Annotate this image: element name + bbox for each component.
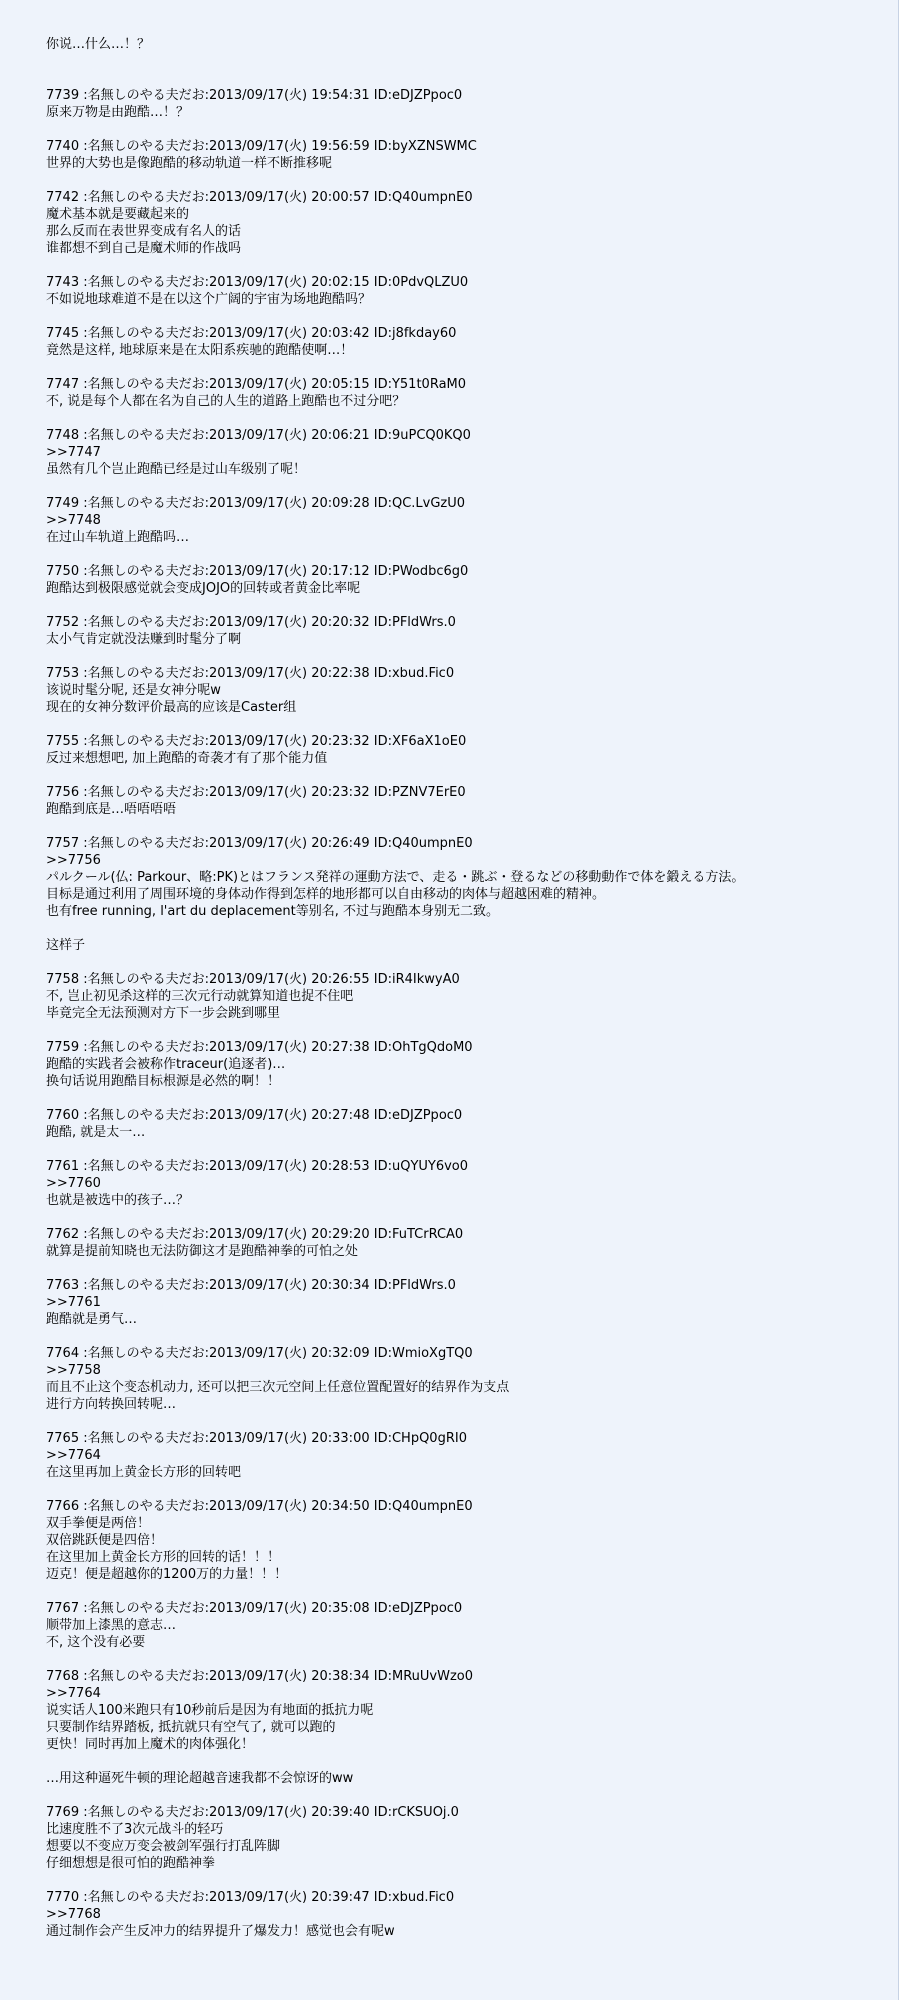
- post: [46, 495, 886, 546]
- separator: :: [79, 1346, 88, 1361]
- separator: :: [204, 972, 210, 987]
- post-date: 2013/09/17(火) 19:54:31: [209, 88, 370, 103]
- post-header: [46, 835, 886, 852]
- post-date: 2013/09/17(火) 20:22:38: [209, 666, 370, 681]
- post-date: 2013/09/17(火) 20:09:28: [209, 496, 370, 511]
- poster-id: ID:eDJZPpoc0: [373, 1108, 463, 1123]
- poster-name: 名無しのやる夫だお: [87, 564, 205, 579]
- post: [46, 1107, 886, 1141]
- separator: :: [79, 428, 88, 443]
- post-header: [46, 1345, 886, 1362]
- post: [46, 614, 886, 648]
- poster-name: 名無しのやる夫だお: [87, 1601, 205, 1616]
- post-line: [46, 920, 886, 937]
- post-line: 原来万物是由跑酷…！？: [46, 105, 190, 120]
- separator: :: [79, 785, 88, 800]
- post-number[interactable]: 7764: [46, 1346, 80, 1361]
- poster-id: ID:WmioXgTQ0: [373, 1346, 473, 1361]
- poster-name: 名無しのやる夫だお: [87, 1669, 205, 1684]
- separator: :: [79, 1805, 88, 1820]
- separator: :: [79, 615, 88, 630]
- post-line: 说实话人100米跑只有10秒前后是因为有地面的抵抗力呢: [46, 1703, 374, 1718]
- post-date: 2013/09/17(火) 20:26:49: [209, 836, 370, 851]
- post-number[interactable]: 7761: [46, 1159, 80, 1174]
- post-date: 2013/09/17(火) 20:39:40: [209, 1805, 370, 1820]
- poster-name: 名無しのやる夫だお: [87, 326, 205, 341]
- post: [46, 733, 886, 767]
- post-line: 跑酷就是勇气…: [46, 1312, 138, 1327]
- post-header: [46, 1600, 886, 1617]
- post-line: 那么反而在表世界变成有名人的话: [46, 224, 242, 239]
- post-line: 这样子: [46, 938, 86, 953]
- separator: :: [204, 1601, 210, 1616]
- reply-link[interactable]: >>7761: [46, 1295, 101, 1310]
- post-line: 跑酷到底是…唔唔唔唔: [46, 802, 177, 817]
- post-line: 该说时髦分呢, 还是女神分呢w: [46, 683, 221, 698]
- separator: :: [79, 734, 88, 749]
- post-header: [46, 87, 886, 104]
- post: [46, 427, 886, 478]
- post-line: 进行方向转换回转呢…: [46, 1397, 177, 1412]
- post-date: 2013/09/17(火) 20:17:12: [209, 564, 370, 579]
- post-number[interactable]: 7748: [46, 428, 80, 443]
- post-header: [46, 1889, 886, 1906]
- separator: :: [204, 275, 210, 290]
- post-header: [46, 1804, 886, 1821]
- post: [46, 784, 886, 818]
- separator: :: [204, 1669, 210, 1684]
- post-line: 毕竟完全无法预测对方下一步会跳到哪里: [46, 1006, 281, 1021]
- post-header: [46, 665, 886, 682]
- post-line: [46, 1753, 886, 1770]
- poster-name: 名無しのやる夫だお: [87, 496, 205, 511]
- post-line: 顺带加上漆黑的意志…: [46, 1618, 177, 1633]
- poster-id: ID:eDJZPpoc0: [373, 1601, 463, 1616]
- post-date: 2013/09/17(火) 20:32:09: [209, 1346, 370, 1361]
- poster-id: ID:Q40umpnE0: [373, 1499, 473, 1514]
- separator: :: [204, 1227, 210, 1242]
- post-number[interactable]: 7765: [46, 1431, 80, 1446]
- reply-link[interactable]: >>7764: [46, 1448, 101, 1463]
- poster-id: ID:xbud.Fic0: [373, 666, 455, 681]
- post-header: [46, 784, 886, 801]
- poster-name: 名無しのやる夫だお: [87, 1431, 205, 1446]
- post-header: [46, 614, 886, 631]
- poster-id: ID:CHpQ0gRI0: [373, 1431, 467, 1446]
- separator: :: [204, 190, 210, 205]
- post-number[interactable]: 7767: [46, 1601, 80, 1616]
- post-date: 2013/09/17(火) 20:05:15: [209, 377, 370, 392]
- poster-id: ID:PZNV7ErE0: [373, 785, 466, 800]
- poster-name: 名無しのやる夫だお: [87, 785, 205, 800]
- post-line: 竟然是这样, 地球原来是在太阳系疾驰的跑酷使啊…！: [46, 343, 354, 358]
- poster-name: 名無しのやる夫だお: [87, 377, 205, 392]
- post-line: 而且不止这个变态机动力, 还可以把三次元空间上任意位置配置好的结界作为支点: [46, 1380, 510, 1395]
- post: [46, 665, 886, 716]
- separator: :: [79, 190, 88, 205]
- poster-id: ID:QC.LvGzU0: [373, 496, 466, 511]
- post-line: …用这种逼死牛顿的理论超越音速我都不会惊讶的ww: [46, 1771, 354, 1786]
- separator: :: [79, 1431, 88, 1446]
- post-line: 双倍跳跃便是四倍！: [46, 1533, 164, 1548]
- post: [46, 138, 886, 172]
- poster-id: ID:Y51t0RaM0: [373, 377, 467, 392]
- poster-name: 名無しのやる夫だお: [87, 836, 205, 851]
- post-date: 2013/09/17(火) 20:39:47: [209, 1890, 370, 1905]
- post-line: 就算是提前知晓也无法防御这才是跑酷神拳的可怕之处: [46, 1244, 359, 1259]
- separator: :: [79, 1890, 88, 1905]
- post-line: 不, 这个没有必要: [46, 1635, 146, 1650]
- poster-id: ID:PFldWrs.0: [373, 615, 456, 630]
- post-line: 也就是被选中的孩子…？: [46, 1193, 190, 1208]
- poster-id: ID:9uPCQ0KQ0: [373, 428, 471, 443]
- post-line: 仔细想想是很可怕的跑酷神拳: [46, 1856, 216, 1871]
- post: [46, 1600, 886, 1651]
- post-line: 魔术基本就是要藏起来的: [46, 207, 190, 222]
- poster-id: ID:OhTgQdoM0: [373, 1040, 473, 1055]
- post-number[interactable]: 7766: [46, 1499, 80, 1514]
- post-header: [46, 563, 886, 580]
- poster-id: ID:Q40umpnE0: [373, 836, 473, 851]
- separator: :: [79, 1227, 88, 1242]
- post-header: [46, 971, 886, 988]
- separator: :: [204, 496, 210, 511]
- post-header: [46, 1226, 886, 1243]
- post-number[interactable]: 7750: [46, 564, 80, 579]
- post-line: 不, 岂止初见杀这样的三次元行动就算知道也捉不住吧: [46, 989, 354, 1004]
- reply-link[interactable]: >>7764: [46, 1686, 101, 1701]
- poster-id: ID:rCKSUOj.0: [373, 1805, 459, 1820]
- separator: :: [204, 1499, 210, 1514]
- separator: :: [79, 496, 88, 511]
- separator: :: [204, 836, 210, 851]
- post: [46, 1889, 886, 1940]
- post-line: 想要以不变应万变会被剑军强行打乱阵脚: [46, 1839, 281, 1854]
- poster-name: 名無しのやる夫だお: [87, 1499, 205, 1514]
- separator: :: [79, 1278, 88, 1293]
- poster-name: 名無しのやる夫だお: [87, 428, 205, 443]
- separator: :: [204, 615, 210, 630]
- post-number[interactable]: 7769: [46, 1805, 80, 1820]
- post-number[interactable]: 7757: [46, 836, 80, 851]
- post-line: 在过山车轨道上跑酷吗…: [46, 530, 190, 545]
- separator: :: [204, 1805, 210, 1820]
- post: [46, 1345, 886, 1413]
- separator: :: [79, 1108, 88, 1123]
- post-number[interactable]: 7770: [46, 1890, 80, 1905]
- separator: :: [79, 377, 88, 392]
- post: [46, 1668, 886, 1787]
- poster-name: 名無しのやる夫だお: [87, 1278, 205, 1293]
- separator: :: [204, 1040, 210, 1055]
- thread-intro: [46, 36, 886, 53]
- post-date: 2013/09/17(火) 20:28:53: [209, 1159, 370, 1174]
- post-number[interactable]: 7762: [46, 1227, 80, 1242]
- poster-id: ID:0PdvQLZU0: [373, 275, 469, 290]
- post-line: 不如说地球难道不是在以这个广阔的宇宙为场地跑酷吗？: [46, 292, 372, 307]
- poster-name: 名無しのやる夫だお: [87, 139, 205, 154]
- poster-id: ID:XF6aX1oE0: [373, 734, 467, 749]
- poster-name: 名無しのやる夫だお: [87, 666, 205, 681]
- poster-id: ID:FuTCrRCA0: [373, 1227, 464, 1242]
- post-number[interactable]: 7747: [46, 377, 80, 392]
- poster-name: 名無しのやる夫だお: [87, 615, 205, 630]
- post-header: [46, 1039, 886, 1056]
- post: [46, 1039, 886, 1090]
- post-number[interactable]: 7756: [46, 785, 80, 800]
- post: [46, 563, 886, 597]
- separator: :: [204, 1890, 210, 1905]
- post-date: 2013/09/17(火) 20:27:38: [209, 1040, 370, 1055]
- post-line: 虽然有几个岂止跑酷已经是过山车级别了呢！: [46, 462, 307, 477]
- post-line: 跑酷达到极限感觉就会变成JOJO的回转或者黄金比率呢: [46, 581, 361, 596]
- separator: :: [204, 785, 210, 800]
- poster-id: ID:xbud.Fic0: [373, 1890, 455, 1905]
- post-header: [46, 376, 886, 393]
- post-number[interactable]: 7740: [46, 139, 80, 154]
- post: [46, 325, 886, 359]
- poster-name: 名無しのやる夫だお: [87, 972, 205, 987]
- separator: :: [204, 1346, 210, 1361]
- post-number[interactable]: 7758: [46, 972, 80, 987]
- separator: :: [79, 564, 88, 579]
- separator: :: [79, 1499, 88, 1514]
- poster-id: ID:PFldWrs.0: [373, 1278, 456, 1293]
- separator: :: [79, 275, 88, 290]
- reply-link[interactable]: >>7758: [46, 1363, 101, 1378]
- separator: :: [79, 1669, 88, 1684]
- thread-body: [46, 2, 886, 1957]
- post: [46, 1430, 886, 1481]
- separator: :: [204, 1159, 210, 1174]
- post-date: 2013/09/17(火) 20:02:15: [209, 275, 370, 290]
- post: [46, 835, 886, 954]
- post-line: 也有free running, l'art du deplacement等别名, 不过与跑酷本身别无二致。: [46, 904, 500, 919]
- post-line: 双手拳便是两倍！: [46, 1516, 151, 1531]
- post-number[interactable]: 7768: [46, 1669, 80, 1684]
- post-date: 2013/09/17(火) 20:35:08: [209, 1601, 370, 1616]
- post-line: 跑酷的实践者会被称作traceur(追逐者)…: [46, 1057, 286, 1072]
- post: [46, 971, 886, 1022]
- reply-link[interactable]: >>7747: [46, 445, 101, 460]
- post-line: 跑酷, 就是太一…: [46, 1125, 146, 1140]
- poster-id: ID:uQYUY6vo0: [373, 1159, 469, 1174]
- separator: :: [79, 326, 88, 341]
- post: [46, 189, 886, 257]
- poster-id: ID:byXZNSWMC: [373, 139, 477, 154]
- post-date: 2013/09/17(火) 20:00:57: [209, 190, 370, 205]
- post-line: 比速度胜不了3次元战斗的轻巧: [46, 1822, 224, 1837]
- poster-name: 名無しのやる夫だお: [87, 734, 205, 749]
- post-line: 通过制作会产生反冲力的结界提升了爆发力！感觉也会有呢w: [46, 1924, 395, 1939]
- post-header: [46, 325, 886, 342]
- post-number[interactable]: 7742: [46, 190, 80, 205]
- separator: :: [79, 836, 88, 851]
- separator: :: [204, 1108, 210, 1123]
- post-line: 迈克！便是超越你的1200万的力量！！！: [46, 1567, 288, 1582]
- post-number[interactable]: 7753: [46, 666, 80, 681]
- separator: :: [79, 1040, 88, 1055]
- post-date: 2013/09/17(火) 20:38:34: [209, 1669, 370, 1684]
- post-date: 2013/09/17(火) 20:23:32: [209, 734, 370, 749]
- post-date: 2013/09/17(火) 20:34:50: [209, 1499, 370, 1514]
- poster-id: ID:MRuUvWzo0: [373, 1669, 473, 1684]
- post-line: 现在的女神分数评价最高的应该是Caster组: [46, 700, 297, 715]
- poster-id: ID:PWodbc6g0: [373, 564, 469, 579]
- post-number[interactable]: 7760: [46, 1108, 80, 1123]
- poster-name: 名無しのやる夫だお: [87, 1805, 205, 1820]
- post-header: [46, 138, 886, 155]
- post-header: [46, 495, 886, 512]
- post-number[interactable]: 7739: [46, 88, 80, 103]
- post-header: [46, 1107, 886, 1124]
- post-header: [46, 1430, 886, 1447]
- post-date: 2013/09/17(火) 20:29:20: [209, 1227, 370, 1242]
- post-line: 谁都想不到自己是魔术师的作战吗: [46, 241, 242, 256]
- post: [46, 274, 886, 308]
- poster-name: 名無しのやる夫だお: [87, 1108, 205, 1123]
- poster-name: 名無しのやる夫だお: [87, 1040, 205, 1055]
- post-line: 反过来想想吧, 加上跑酷的奇袭才有了那个能力值: [46, 751, 328, 766]
- separator: :: [204, 1431, 210, 1446]
- post-date: 2013/09/17(火) 20:33:00: [209, 1431, 370, 1446]
- post-header: [46, 189, 886, 206]
- post-number[interactable]: 7749: [46, 496, 80, 511]
- post-number[interactable]: 7763: [46, 1278, 80, 1293]
- post-header: [46, 1498, 886, 1515]
- post-line: 更快！同时再加上魔术的肉体强化！: [46, 1737, 255, 1752]
- poster-name: 名無しのやる夫だお: [87, 88, 205, 103]
- post-header: [46, 1277, 886, 1294]
- separator: :: [204, 326, 210, 341]
- post-line: パルクール(仏: Parkour、略:PK)とはフランス発祥の運動方法で、走る・跳ぶ・登るなどの移動動作で体を鍛える方法。: [46, 870, 745, 885]
- poster-id: ID:iR4IkwyA0: [373, 972, 460, 987]
- poster-id: ID:eDJZPpoc0: [373, 88, 463, 103]
- separator: :: [204, 1278, 210, 1293]
- post: [46, 1226, 886, 1260]
- post-date: 2013/09/17(火) 20:26:55: [209, 972, 370, 987]
- post-header: [46, 1668, 886, 1685]
- separator: :: [79, 972, 88, 987]
- separator: :: [204, 734, 210, 749]
- intro-line: 你说…什么…！？: [46, 37, 151, 52]
- post: [46, 1498, 886, 1583]
- reply-link[interactable]: >>7768: [46, 1907, 101, 1922]
- post-header: [46, 1158, 886, 1175]
- post: [46, 1158, 886, 1209]
- post-date: 2013/09/17(火) 20:30:34: [209, 1278, 370, 1293]
- post-number[interactable]: 7759: [46, 1040, 80, 1055]
- separator: :: [79, 88, 88, 103]
- post-line: 只要制作结界踏板, 抵抗就只有空气了, 就可以跑的: [46, 1720, 336, 1735]
- separator: :: [204, 564, 210, 579]
- post: [46, 1277, 886, 1328]
- post-date: 2013/09/17(火) 20:23:32: [209, 785, 370, 800]
- reply-link[interactable]: >>7756: [46, 853, 101, 868]
- poster-name: 名無しのやる夫だお: [87, 190, 205, 205]
- separator: :: [204, 377, 210, 392]
- separator: :: [79, 1159, 88, 1174]
- poster-name: 名無しのやる夫だお: [87, 275, 205, 290]
- post-date: 2013/09/17(火) 20:27:48: [209, 1108, 370, 1123]
- post: [46, 376, 886, 410]
- poster-name: 名無しのやる夫だお: [87, 1890, 205, 1905]
- post-header: [46, 733, 886, 750]
- separator: :: [79, 1601, 88, 1616]
- poster-name: 名無しのやる夫だお: [87, 1159, 205, 1174]
- poster-name: 名無しのやる夫だお: [87, 1346, 205, 1361]
- poster-name: 名無しのやる夫だお: [87, 1227, 205, 1242]
- post-line: 世界的大势也是像跑酷的移动轨道一样不断推移呢: [46, 156, 333, 171]
- post-number[interactable]: 7755: [46, 734, 80, 749]
- post-date: 2013/09/17(火) 19:56:59: [209, 139, 370, 154]
- post-number[interactable]: 7745: [46, 326, 80, 341]
- post-date: 2013/09/17(火) 20:20:32: [209, 615, 370, 630]
- post-header: [46, 427, 886, 444]
- post-line: 太小气肯定就没法赚到时髦分了啊: [46, 632, 242, 647]
- post-number[interactable]: 7743: [46, 275, 80, 290]
- post-line: 在这里加上黄金长方形的回转的话！！！: [46, 1550, 281, 1565]
- post-line: 目标是通过利用了周围环境的身体动作得到怎样的地形都可以自由移动的肉体与超越困难的精神。: [46, 887, 606, 902]
- reply-link[interactable]: >>7748: [46, 513, 101, 528]
- separator: :: [204, 139, 210, 154]
- separator: :: [79, 139, 88, 154]
- separator: :: [204, 666, 210, 681]
- post-date: 2013/09/17(火) 20:06:21: [209, 428, 370, 443]
- post-date: 2013/09/17(火) 20:03:42: [209, 326, 370, 341]
- post-line: 换句话说用跑酷目标根源是必然的啊！！: [46, 1074, 281, 1089]
- reply-link[interactable]: >>7760: [46, 1176, 101, 1191]
- poster-id: ID:j8fkday60: [373, 326, 457, 341]
- post-header: [46, 274, 886, 291]
- post-line: 不, 说是每个人都在名为自己的人生的道路上跑酷也不过分吧？: [46, 394, 406, 409]
- separator: :: [204, 88, 210, 103]
- poster-id: ID:Q40umpnE0: [373, 190, 473, 205]
- separator: :: [79, 666, 88, 681]
- post-number[interactable]: 7752: [46, 615, 80, 630]
- post: [46, 87, 886, 121]
- post: [46, 1804, 886, 1872]
- separator: :: [204, 428, 210, 443]
- post-line: 在这里再加上黄金长方形的回转吧: [46, 1465, 242, 1480]
